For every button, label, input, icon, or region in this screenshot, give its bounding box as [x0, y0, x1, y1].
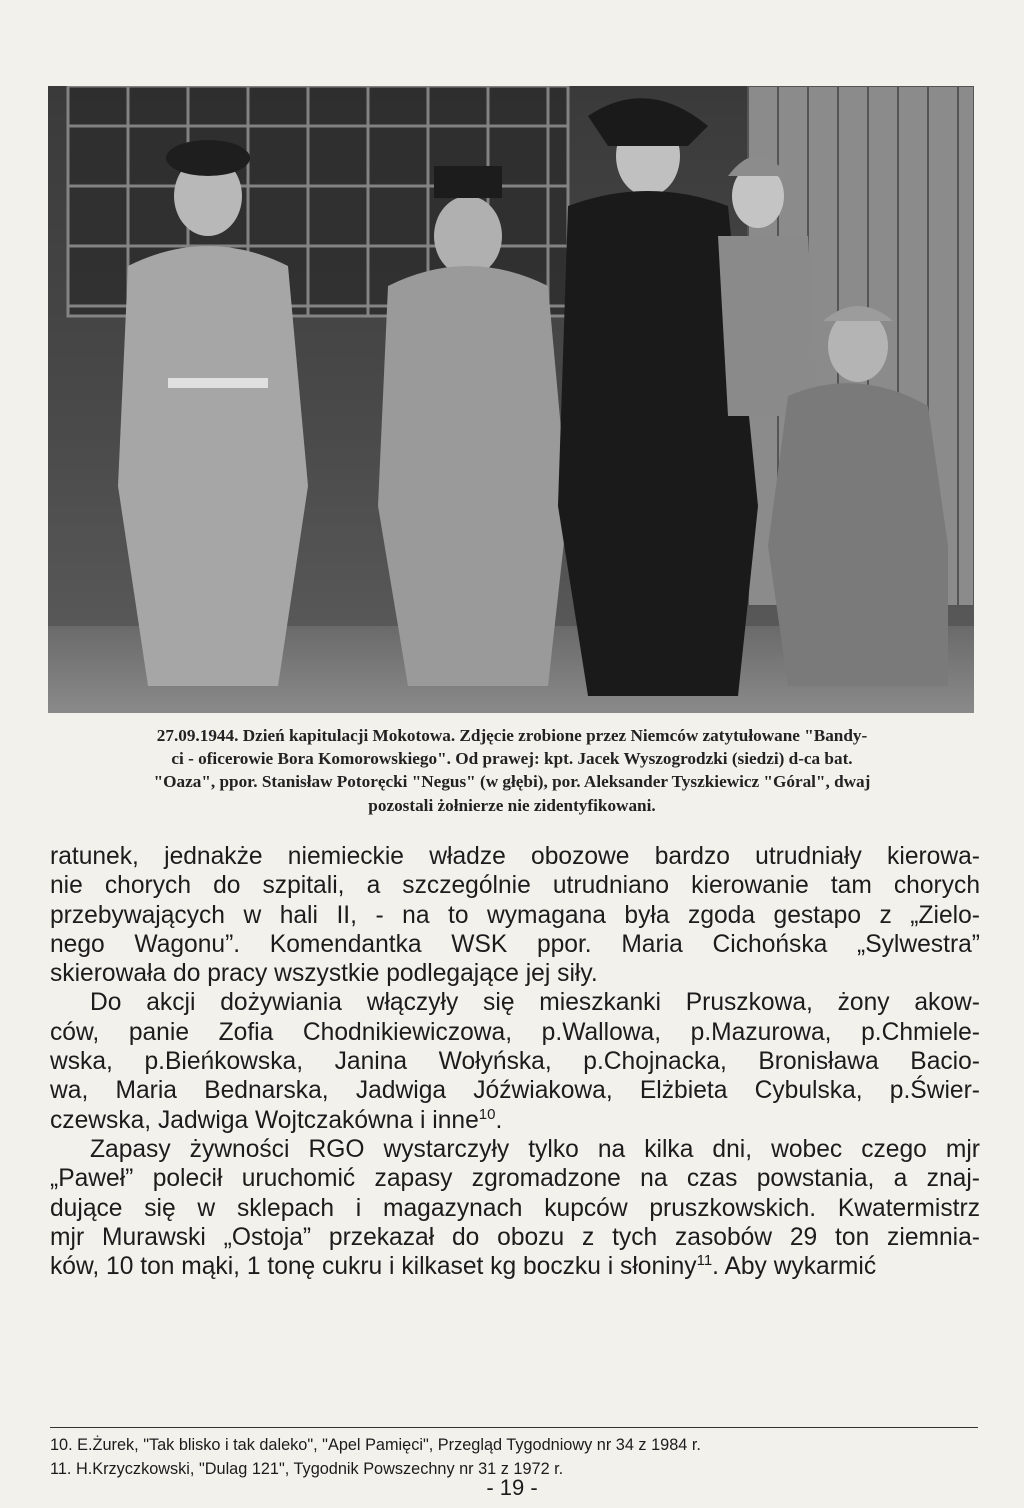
text-line	[50, 1106, 980, 1135]
footnote-ref-10: 10	[478, 1105, 496, 1123]
footnote-divider	[50, 1427, 978, 1428]
text-segment: ków, 10 ton mąki, 1 tonę cukru i kilkaset kg boczku i słoniny	[50, 1253, 697, 1281]
text-line: wska, p.Bieńkowska, Janina Wołyńska, p.Chojnacka, Bronisława Bacio-	[50, 1048, 980, 1076]
footnotes	[50, 1433, 980, 1481]
text-line: nie chorych do szpitali, a szczególnie utrudniano kierowanie tam chorych	[50, 872, 980, 900]
text-line: dujące się w sklepach i magazynach kupców pruszkowskich. Kwatermistrz	[50, 1194, 980, 1222]
text-line	[50, 1252, 980, 1281]
text-segment: .	[495, 1106, 503, 1134]
caption-line: 27.09.1944. Dzień kapitulacji Mokotowa. Zdjęcie zrobione przez Niemców zatytułowane "Bandy-	[156, 726, 868, 745]
photo-caption	[40, 724, 984, 817]
text-line: Zapasy żywności RGO wystarczyły tylko na kilka dni, wobec czego mjr	[90, 1135, 980, 1163]
page-number: - 19 -	[486, 1475, 538, 1500]
text-line: wa, Maria Bednarska, Jadwiga Jóźwiakowa, Elżbieta Cybulska, p.Świer-	[50, 1077, 980, 1105]
footnote-10: 10. E.Żurek, "Tak blisko i tak daleko", "Apel Pamięci", Przegląd Tygodniowy nr 34 z 1984 r.	[50, 1436, 701, 1454]
text-line: ców, panie Zofia Chodnikiewiczowa, p.Wallowa, p.Mazurowa, p.Chmiele-	[50, 1018, 980, 1046]
paragraph-3	[50, 1135, 980, 1281]
caption-line: "Oaza", ppor. Stanisław Potoręcki "Negus" (w głębi), por. Aleksander Tyszkiewicz "Góral", dwaj	[153, 772, 871, 792]
caption-line: pozostali żołnierze nie zidentyfikowani.	[368, 795, 656, 815]
historical-photograph	[48, 86, 974, 713]
text-line: „Paweł” polecił uruchomić zapasy zgromadzone na czas powstania, a znaj-	[50, 1165, 980, 1193]
text-segment: czewska, Jadwiga Wojtczakówna i inne	[50, 1106, 479, 1134]
text-line: mjr Murawski „Ostoja” przekazał do obozu z tych zasobów 29 ton ziemnia-	[50, 1223, 980, 1251]
text-line: przebywających w hali II, - na to wymagana była zgoda gestapo z „Zielo-	[50, 901, 980, 929]
text-line: nego Wagonu”. Komendantka WSK ppor. Maria Cichońska „Sylwestra”	[50, 930, 980, 958]
text-line: skierowała do pracy wszystkie podlegające jej siły.	[50, 960, 598, 988]
paragraph-2	[50, 988, 980, 1134]
text-line: Do akcji dożywiania włączyły się mieszkanki Pruszkowa, żony akow-	[90, 989, 980, 1017]
body-text	[50, 842, 980, 1281]
text-line: ratunek, jednakże niemieckie władze obozowe bardzo utrudniały kierowa-	[50, 843, 980, 870]
footnote-ref-11: 11	[696, 1252, 713, 1270]
photograph-image	[48, 86, 974, 713]
paragraph-1	[50, 842, 980, 988]
footnote-11: 11. H.Krzyczkowski, "Dulag 121", Tygodnik Powszechny nr 31 z 1972 r.	[50, 1460, 564, 1478]
caption-line: ci - oficerowie Bora Komorowskiego". Od prawej: kpt. Jacek Wyszogrodzki (siedzi) d-ca bat.	[171, 749, 853, 769]
text-segment: . Aby wykarmić	[712, 1253, 877, 1281]
